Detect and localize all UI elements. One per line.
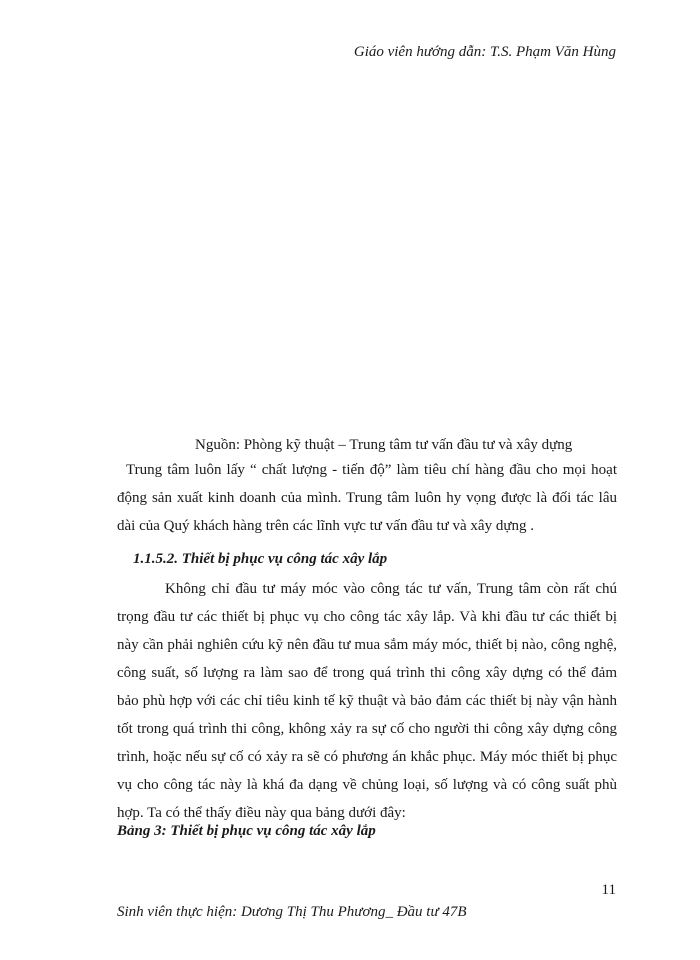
section-heading: 1.1.5.2. Thiết bị phục vụ công tác xây lắp	[133, 551, 388, 567]
page-number: 11	[601, 882, 616, 898]
paragraph-quality-commitment: Trung tâm luôn lấy “ chất lượng - tiến độ” làm tiêu chí hàng đầu cho mọi hoạt động sản xuất kinh doanh của mình. Trung tâm luôn hy vọng được là đối tác lâu dài của Quý khách hàng trên các lĩnh vực tư vấn đầu tư và xây dựng .	[117, 462, 617, 534]
paragraph-equipment: Không chỉ đầu tư máy móc vào công tác tư vấn, Trung tâm còn rất chú trọng đầu tư các thiết bị phục vụ cho công tác xây lắp. Và khi đầu tư các thiết bị này cần phải nghiên cứu kỹ nên đầu tư mua sắm máy móc, thiết bị nào, công nghệ, công suất, số lượng ra làm sao để trong quá trình thi công xây dựng có thể đảm bảo phù hợp với các chỉ tiêu kinh tế kỹ thuật và bảo đảm các thiết bị này vận hành tốt trong quá trình thi công, không xảy ra sự cố cho người thi công xây dựng công trình, hoặc nếu sự cố có xảy ra sẽ có phương án khắc phục. Máy móc thiết bị phục vụ cho công tác này là khá đa dạng về chủng loại, số lượng và có công suất phù hợp. Ta có thể thấy điều này qua bảng dưới đây:	[117, 581, 617, 821]
page-header-supervisor: Giáo viên hướng dẫn: T.S. Phạm Văn Hùng	[353, 44, 616, 60]
page-footer-student: Sinh viên thực hiện: Dương Thị Thu Phương_ Đầu tư 47B	[117, 904, 467, 920]
table-caption: Bảng 3: Thiết bị phục vụ công tác xây lắp	[117, 823, 376, 839]
source-note: Nguồn: Phòng kỹ thuật – Trung tâm tư vấn đầu tư và xây dựng	[195, 437, 573, 453]
